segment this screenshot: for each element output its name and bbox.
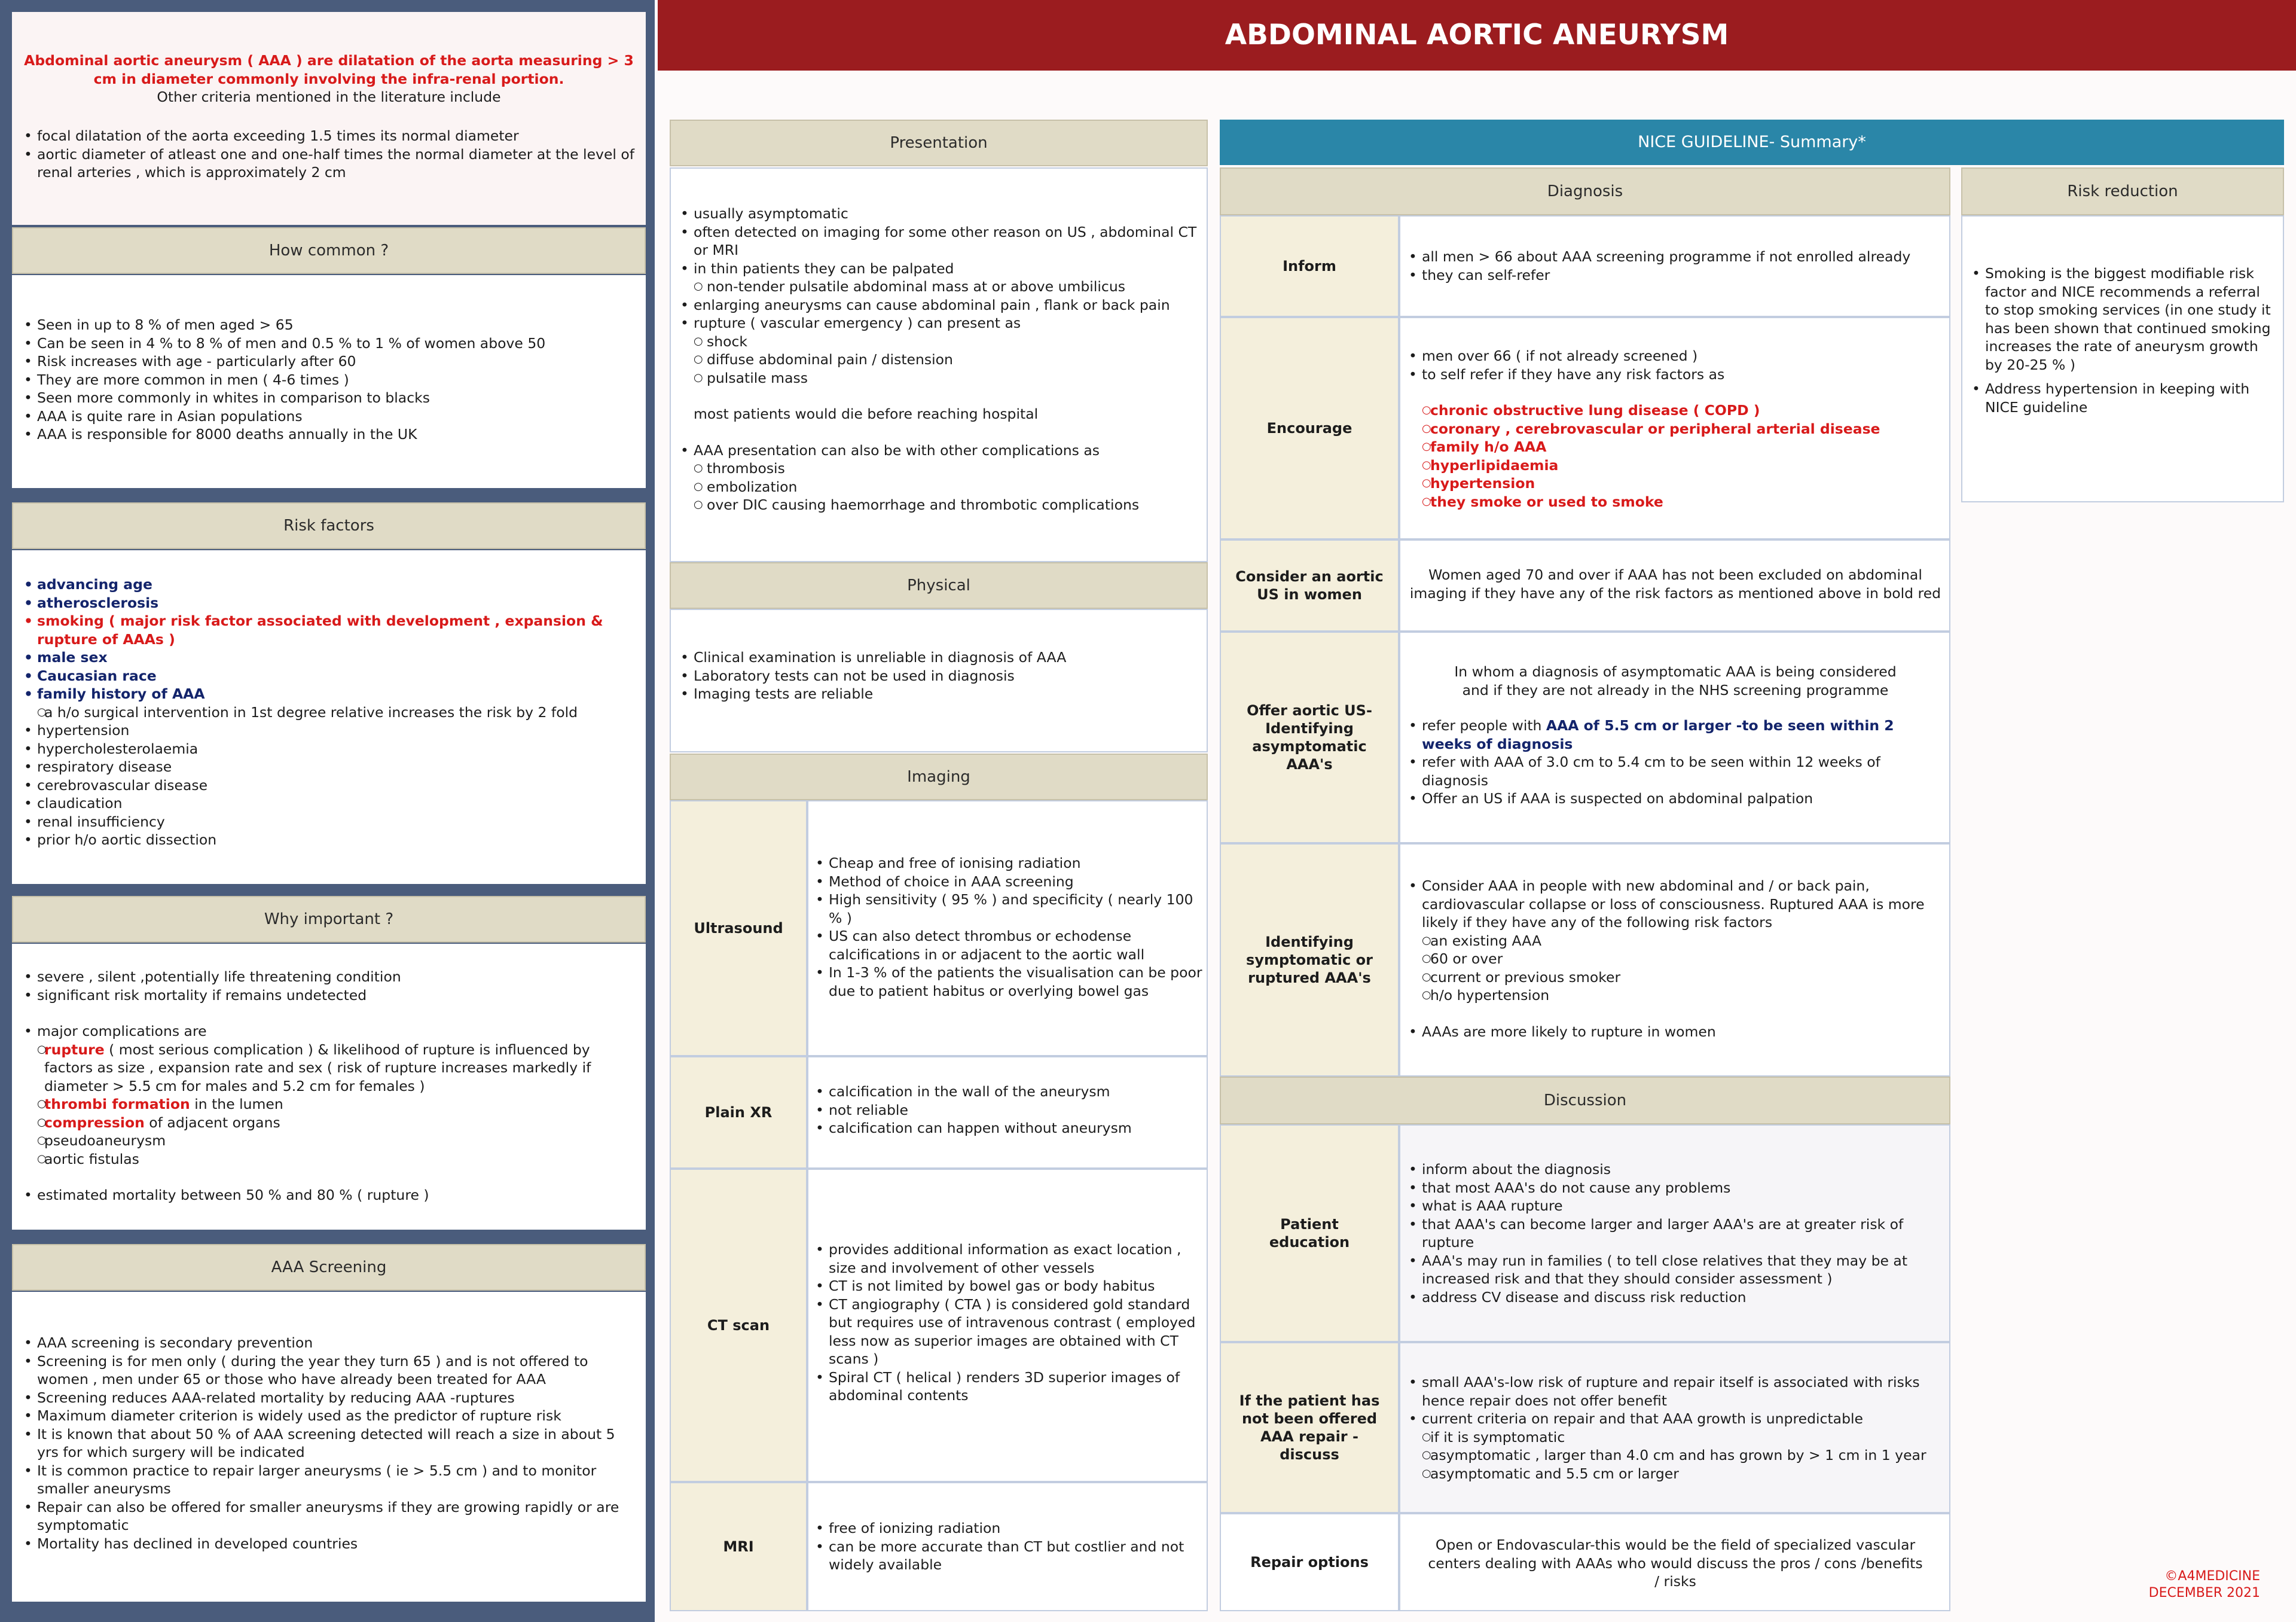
list-item: • focal dilatation of the aorta exceeding 1.5 times its normal diameter [24,127,640,145]
compression-term: compression [44,1114,145,1131]
imaging-body-plain-xr [807,1056,1208,1169]
list-item: • that most AAA's do not cause any problems [1409,1179,1947,1197]
list-item: • small AAA's-low risk of rupture and repair itself is associated with risks hence repair does not offer benefit [1409,1373,1947,1410]
list-item: • CT is not limited by bowel gas or body habitus [816,1277,1204,1295]
presentation-panel [670,167,1208,562]
list-item: ○ they smoke or used to smoke [1409,493,1947,511]
credit-text [2149,1568,2260,1602]
list-item: • aortic diameter of atleast one and one-half times the normal diameter at the level of renal arteries , which is approximately 2 cm [24,145,640,182]
imaging-label-ct: CT scan [670,1169,807,1482]
risk-factors-panel [12,550,646,884]
list-item [1409,717,1947,753]
nice-label-encourage: Encourage [1220,317,1399,539]
list-item: ○ diffuse abdominal pain / distension [680,350,1201,369]
list-item: • atherosclerosis [24,594,640,612]
rupture-term: rupture [44,1041,105,1058]
list-item: • AAA is quite rare in Asian populations [24,407,640,426]
rupture-detail: ( most serious complication ) & likelihood of rupture is influenced by factors as size , expansion rate and sex ( risk of rupture increases markedly if diameter > 5.5 cm for males and 5.2 cm for females ) [44,1041,591,1094]
list-item: • free of ionizing radiation [816,1519,1204,1538]
list-item: • that AAA's can become larger and larger AAA's are at greater risk of rupture [1409,1215,1947,1252]
list-item: ○ h/o hypertension [1409,986,1947,1005]
other-criteria-text: Other criteria mentioned in the literature include [157,89,501,105]
refer-text: refer people with [1422,717,1546,734]
list-item: ○ non-tender pulsatile abdominal mass at or above umbilicus [680,278,1201,296]
list-item: ○ pseudoaneurysm [24,1132,640,1150]
list-item: • hypertension [24,721,640,740]
list-item: • AAA's may run in families ( to tell close relatives that they may be at increased risk and that they should consider assessment ) [1409,1252,1947,1288]
list-item: • Seen more commonly in whites in comparison to blacks [24,389,640,407]
list-item: • severe , silent ,potentially life threatening condition [24,968,640,986]
list-item: ○ if it is symptomatic [1409,1428,1947,1447]
list-item: • renal insufficiency [24,813,640,831]
nice-label-symptomatic: Identifying symptomatic or ruptured AAA's [1220,843,1399,1077]
list-item: • Consider AAA in people with new abdominal and / or back pain, cardiovascular collapse or loss of consciousness. Ruptured AAA is more likely if they have any of the following risk factors [1409,877,1947,932]
list-item: • Imaging tests are reliable [680,685,1201,703]
list-item: • AAA presentation can also be with other complications as [680,441,1201,460]
list-item: ○ hypertension [1409,474,1947,493]
nice-label-offer: Offer aortic US- Identifying asymptomatic AAA's [1220,632,1399,843]
nice-body-repair [1399,1513,1950,1611]
why-important-heading: Why important ? [12,896,646,943]
thrombi-detail: in the lumen [190,1096,283,1112]
nice-body-offer [1399,632,1950,843]
list-item: • Maximum diameter criterion is widely used as the predictor of rupture risk [24,1407,640,1425]
list-item: • usually asymptomatic [680,205,1201,223]
list-item: ○ thrombosis [680,459,1201,478]
risk-factors-heading: Risk factors [12,502,646,549]
nice-label-repair: Repair options [1220,1513,1399,1611]
list-item: • Smoking is the biggest modifiable risk factor and NICE recommends a referral to stop smoking services (in one study it has been shown that continued smoking increases the rate of aneurysm growth by 20-25 % ) [1972,264,2277,374]
women-text: Women aged 70 and over if AAA has not been excluded on abdominal imaging if they have any of the risk factors as mentioned above in bold red [1409,566,1941,602]
list-item: • Offer an US if AAA is suspected on abdominal palpation [1409,789,1947,808]
list-item: • They are more common in men ( 4-6 times ) [24,371,640,389]
imaging-label-mri: MRI [670,1482,807,1611]
list-item: • cerebrovascular disease [24,776,640,795]
list-item: • hypercholesterolaemia [24,740,640,758]
physical-heading: Physical [670,562,1208,609]
list-item: • CT angiography ( CTA ) is considered gold standard but requires use of intravenous contrast ( employed less now as superior images are obtained with CT scans ) [816,1295,1204,1368]
nice-body-inform [1399,215,1950,317]
how-common-heading: How common ? [12,227,646,274]
list-item: most patients would die before reaching hospital [694,406,1039,422]
imaging-body-ct [807,1169,1208,1482]
list-item: • US can also detect thrombus or echodense calcifications in or adjacent to the aortic wall [816,927,1204,964]
imaging-body-mri [807,1482,1208,1611]
list-item: • estimated mortality between 50 % and 80 % ( rupture ) [24,1186,640,1205]
list-item: • major complications are [24,1022,640,1041]
list-item: • Can be seen in 4 % to 8 % of men and 0.5 % to 1 % of women above 50 [24,334,640,353]
credit-line-1: ©A4MEDICINE [2164,1569,2260,1584]
list-item: • High sensitivity ( 95 % ) and specificity ( nearly 100 % ) [816,891,1204,927]
list-item: • prior h/o aortic dissection [24,831,640,849]
list-item: ○ asymptomatic , larger than 4.0 cm and has grown by > 1 cm in 1 year [1409,1446,1947,1465]
list-item: ○ hyperlipidaemia [1409,456,1947,475]
list-item: • significant risk mortality if remains undetected [24,986,640,1005]
list-item: • Laboratory tests can not be used in diagnosis [680,667,1201,685]
list-item: • It is known that about 50 % of AAA screening detected will reach a size in about 5 yrs for which surgery will be indicated [24,1425,640,1462]
list-item: • can be more accurate than CT but costlier and not widely available [816,1538,1204,1574]
list-item: • often detected on imaging for some other reason on US , abdominal CT or MRI [680,223,1201,260]
list-item: • Spiral CT ( helical ) renders 3D superior images of abdominal contents [816,1368,1204,1405]
nice-heading: NICE GUIDELINE- Summary* [1220,120,2284,165]
list-item: • family history of AAA [24,685,640,703]
presentation-heading: Presentation [670,120,1208,166]
intro-panel [12,12,646,225]
list-item: • Method of choice in AAA screening [816,873,1204,891]
nice-label-not-offered: If the patient has not been offered AAA repair - discuss [1220,1342,1399,1513]
list-item: ○ over DIC causing haemorrhage and thrombotic complications [680,496,1201,514]
list-item: • AAA is responsible for 8000 deaths annually in the UK [24,425,640,444]
discussion-heading: Discussion [1220,1077,1950,1124]
list-item: • rupture ( vascular emergency ) can present as [680,314,1201,333]
offer-intro: In whom a diagnosis of asymptomatic AAA is being considered and if they are not already in the NHS screening programme [1454,663,1897,699]
compression-detail: of adjacent organs [144,1114,280,1131]
imaging-label-plain-xr: Plain XR [670,1056,807,1169]
risk-reduction-heading: Risk reduction [1961,167,2284,215]
list-item: ○ aortic fistulas [24,1150,640,1169]
list-item: ○ family h/o AAA [1409,438,1947,456]
list-item: • men over 66 ( if not already screened ) [1409,347,1947,365]
list-item: • in thin patients they can be palpated [680,260,1201,278]
list-item: • Screening is for men only ( during the year they turn 65 ) and is not offered to women , men under 65 or those who have already been treated for AAA [24,1352,640,1389]
list-item [24,1041,640,1096]
list-item: • they can self-refer [1409,266,1947,285]
list-item: • Cheap and free of ionising radiation [816,854,1204,873]
nice-label-education: Patient education [1220,1124,1399,1342]
list-item: ○ embolization [680,478,1201,496]
list-item: • Mortality has declined in developed countries [24,1535,640,1553]
thrombi-term: thrombi formation [44,1096,190,1112]
nice-body-not-offered [1399,1342,1950,1513]
intro-list [24,127,640,182]
list-item: • address CV disease and discuss risk reduction [1409,1288,1947,1307]
list-item: • what is AAA rupture [1409,1197,1947,1215]
list-item: • Risk increases with age - particularly after 60 [24,352,640,371]
list-item: ○ chronic obstructive lung disease ( COPD ) [1409,401,1947,420]
list-item: • AAA screening is secondary prevention [24,1334,640,1352]
list-item: ○ pulsatile mass [680,369,1201,388]
refer-highlight: AAA of 5.5 cm or larger -to be seen within 2 weeks of diagnosis [1422,717,1894,752]
list-item: • In 1-3 % of the patients the visualisation can be poor due to patient habitus or overlying bowel gas [816,964,1204,1000]
why-important-panel [12,944,646,1230]
how-common-panel [12,275,646,488]
list-item: • Repair can also be offered for smaller aneurysms if they are growing rapidly or are symptomatic [24,1498,640,1535]
screening-heading: AAA Screening [12,1244,646,1291]
list-item: ○ a h/o surgical intervention in 1st degree relative increases the risk by 2 fold [24,703,640,722]
list-item: • AAAs are more likely to rupture in women [1409,1023,1947,1041]
nice-body-symptomatic [1399,843,1950,1077]
list-item: • provides additional information as exact location , size and involvement of other vessels [816,1240,1204,1277]
list-item: ○ an existing AAA [1409,932,1947,950]
list-item: • male sex [24,648,640,667]
imaging-body-ultrasound [807,800,1208,1056]
list-item: • all men > 66 about AAA screening programme if not enrolled already [1409,248,1947,266]
list-item [24,1114,640,1132]
screening-panel [12,1292,646,1602]
list-item: • respiratory disease [24,758,640,776]
list-item: • claudication [24,794,640,813]
list-item: • Clinical examination is unreliable in diagnosis of AAA [680,648,1201,667]
list-item: • Seen in up to 8 % of men aged > 65 [24,316,640,334]
list-item: • to self refer if they have any risk factors as [1409,365,1947,384]
definition-text: Abdominal aortic aneurysm ( AAA ) are dilatation of the aorta measuring > 3 cm in diameter commonly involving the infra-renal portion. [24,52,634,87]
nice-body-education [1399,1124,1950,1342]
list-item: • current criteria on repair and that AAA growth is unpredictable [1409,1410,1947,1428]
list-item: • enlarging aneurysms can cause abdominal pain , flank or back pain [680,296,1201,315]
nice-body-encourage [1399,317,1950,539]
list-item: • refer with AAA of 3.0 cm to 5.4 cm to be seen within 12 weeks of diagnosis [1409,753,1947,789]
list-item: • It is common practice to repair larger aneurysms ( ie > 5.5 cm ) and to monitor smaller aneurysms [24,1462,640,1498]
repair-text: Open or Endovascular-this would be the field of specialized vascular centers dealing with AAAs who would discuss the pros / cons /benefits / risks [1428,1536,1923,1590]
list-item: • Address hypertension in keeping with NICE guideline [1972,380,2277,416]
list-item: • advancing age [24,575,640,594]
page-title: ABDOMINAL AORTIC ANEURYSM [658,0,2296,71]
diagnosis-heading: Diagnosis [1220,167,1950,215]
list-item: • Screening reduces AAA-related mortality by reducing AAA -ruptures [24,1389,640,1407]
list-item: ○ asymptomatic and 5.5 cm or larger [1409,1465,1947,1483]
list-item: • Caucasian race [24,667,640,685]
physical-panel [670,609,1208,752]
list-item: • inform about the diagnosis [1409,1160,1947,1179]
nice-label-women: Consider an aortic US in women [1220,539,1399,632]
credit-line-2: DECEMBER 2021 [2148,1586,2260,1600]
list-item: ○ 60 or over [1409,950,1947,968]
imaging-heading: Imaging [670,754,1208,800]
list-item: • not reliable [816,1101,1204,1120]
risk-reduction-panel [1961,215,2284,502]
list-item [24,1095,640,1114]
list-item: ○ shock [680,333,1201,351]
list-item: • calcification can happen without aneurysm [816,1119,1204,1138]
imaging-label-ultrasound: Ultrasound [670,800,807,1056]
nice-body-women [1399,539,1950,632]
list-item: ○ coronary , cerebrovascular or peripheral arterial disease [1409,420,1947,438]
nice-label-inform: Inform [1220,215,1399,317]
list-item: ○ current or previous smoker [1409,968,1947,987]
list-item: • calcification in the wall of the aneurysm [816,1083,1204,1101]
list-item: • smoking ( major risk factor associated with development , expansion & rupture of AAAs ) [24,612,640,648]
